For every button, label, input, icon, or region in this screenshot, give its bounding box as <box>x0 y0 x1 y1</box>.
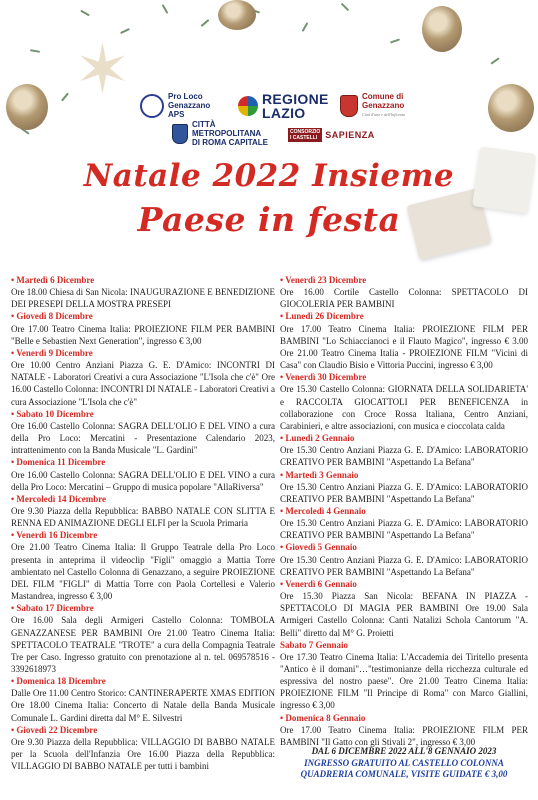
regione-lazio-logo: REGIONE LAZIO <box>238 92 329 120</box>
comune-genazzano-logo: Comune di Genazzano Città d'arte e dell'Infiorata <box>340 92 405 119</box>
event-date: • Martedì 3 Gennaio <box>280 469 359 480</box>
event-date: • Mercoledì 4 Gennaio <box>280 505 366 516</box>
event-date: • Venerdì 9 Dicembre <box>11 347 93 358</box>
event-date: • Lunedì 26 Dicembre <box>280 311 364 322</box>
star-decoration: ✶ <box>74 32 131 108</box>
regione-lazio-icon <box>238 96 258 116</box>
citta-metropolitana-crest-icon <box>172 124 188 144</box>
event-description: Ore 16.00 Castello Colonna: SAGRA DELL'OLIO E DEL VINO a cura della Pro Loco: Mercatini - Presentazione Calendario 2023, intrattenimento con la Banda Musicale "L. Gardini" <box>11 420 275 456</box>
footer-guided-visits: QUADRERIA COMUNALE, VISITE GUIDATE € 3,00 <box>300 769 508 779</box>
footer-info <box>280 746 528 781</box>
program-entry <box>11 724 275 773</box>
event-date: • Domenica 11 Dicembre <box>11 457 106 468</box>
event-description: Ore 15.30 Centro Anziani Piazza G. E. D'Amico: LABORATORIO CREATIVO PER BAMBINI "Aspettando La Befana" <box>280 445 528 468</box>
event-date: • Venerdì 16 Dicembre <box>11 530 98 541</box>
event-description: Ore 16.00 Sala degli Armigeri Castello Colonna: TOMBOLA GENAZZANESE PER BAMBINI Ore 21.00 Teatro Cinema Italia: SPETTACOLO TEATRALE "TROTE" a cura della Compagnia Teatrale Tre per Caso. Ingresso gratuito con prenotazione al n. tel. 069578516 - 3392618973 <box>11 615 275 674</box>
event-date: • Domenica 18 Dicembre <box>11 676 106 687</box>
program-entry <box>280 639 528 712</box>
program-entry <box>11 493 275 529</box>
program-entry <box>11 310 275 346</box>
program-column-left <box>11 274 275 772</box>
program-entry <box>280 310 528 371</box>
sapienza-logo: CONSORZIO I CASTELLI SAPIENZA <box>290 129 375 141</box>
footer-dates: DAL 6 DICEMBRE 2022 ALL'8 GENNAIO 2023 <box>311 746 497 756</box>
event-description: Ore 16.00 Cortile Castello Colonna: SPETTACOLO DI GIOCOLERIA PER BAMBINI <box>280 287 528 310</box>
program-entry <box>11 347 275 408</box>
event-date: • Giovedì 8 Dicembre <box>11 311 93 322</box>
event-date: • Martedì 6 Dicembre <box>11 275 95 285</box>
pinecone-decoration <box>6 84 48 130</box>
event-date: • Venerdì 30 Dicembre <box>280 372 367 383</box>
program-entry <box>280 712 528 748</box>
pro-loco-logo: Pro Loco Genazzano APS <box>140 92 210 119</box>
program-entry <box>280 432 528 468</box>
event-description: Ore 9.30 Piazza della Repubblica: VILLAGGIO DI BABBO NATALE per la Scuola dell'Infanzia Ore 16.00 Piazza della Repubblica: VILLAGGIO DI BABBO NATALE per tutti i bambini <box>11 736 275 772</box>
program-entry <box>280 469 528 505</box>
program-entry <box>280 371 528 432</box>
program-entry <box>280 541 528 577</box>
program-entry <box>280 578 528 639</box>
event-date: • Lunedì 2 Gennaio <box>280 433 355 444</box>
program-entry <box>11 529 275 602</box>
event-description: Dalle Ore 11.00 Centro Storico: CANTINERAPERTE XMAS EDITION Ore 18.00 Cinema Italia: Concerto di Natale della Banda Musicale Comunale L. Gardini diretta dal M° E. Silvestri <box>11 688 275 723</box>
event-description: Ore 16.00 Castello Colonna: SAGRA DELL'OLIO E DEL VINO a cura della Pro Loco: Mercatini – Gruppo di musica popolare "AllaRiversa" <box>11 469 275 492</box>
event-date: • Venerdì 6 Gennaio <box>280 578 357 589</box>
event-date: • Venerdì 23 Dicembre <box>280 275 367 285</box>
program-entry <box>11 408 275 457</box>
footer-free-entry: INGRESSO GRATUITO AL CASTELLO COLONNA <box>304 757 504 768</box>
poster-title: Natale 2022 Insieme <box>83 158 455 194</box>
event-description: Ore 17.30 Teatro Cinema Italia: L'Accademia dei Tiritello presenta "Antico è il domani"…"testimonianze della ricchezza culturale ed espressiva del nostro paese". Ore 21.00 Teatro Cinema Italia: PROIEZIONE FILM "Il Principe di Roma" con Marco Giallini, ingresso € 3,00 <box>280 651 528 711</box>
program-entry <box>11 675 275 724</box>
pro-loco-seal-icon <box>140 94 164 118</box>
program-column-right <box>280 274 528 748</box>
pinecone-decoration <box>422 6 462 52</box>
pinecone-decoration <box>488 84 534 132</box>
event-description: Ore 15.30 Centro Anziani Piazza G. E. D'Amico: LABORATORIO CREATIVO PER BAMBINI "Aspettando La Befana" <box>280 554 528 577</box>
event-date: • Mercoledì 14 Dicembre <box>11 493 107 504</box>
event-description: Ore 21.00 Teatro Cinema Italia: Il Gruppo Teatrale della Pro Loco presenta in anteprima il videoclip "Figli" omaggio a Mattia Torre ambientato nel Castello Colonna di Genazzano, a seguire PROIEZIONE DEL FILM "FIGLI" di Mattia Torre con Paola Cortellesi e Valerio Mastandrea, ingresso € 3,00 <box>11 542 275 602</box>
event-description: Ore 10.00 Centro Anziani Piazza G. E. D'Amico: INCONTRI DI NATALE - Laboratori Creativi a cura Associazione "L'Isola che c'è" Ore 16.00 Castello Colonna: INCONTRI DI NATALE - Laboratori Creativi a cura Associazione "L'Isola che c'è" <box>11 360 275 407</box>
event-description: Ore 15.30 Castello Colonna: GIORNATA DELLA SOLIDARIETA' e RACCOLTA GIOCATTOLI PER BENEFICENZA in collaborazione con Croce Rossa Italiana, Centro Anziani, Carabinieri, e altre associazioni, con musica e cioccolata calda <box>280 384 528 431</box>
event-date: • Domenica 8 Gennaio <box>280 712 366 723</box>
citta-metropolitana-logo: CITTÀ METROPOLITANA DI ROMA CAPITALE <box>172 120 268 147</box>
event-description: Ore 9.30 Piazza della Repubblica: BABBO NATALE CON SLITTA E RENNA ED ANIMAZIONE DEGLI ELFI per la Scuola Primaria <box>11 505 275 529</box>
poster-subtitle: Paese in festa <box>137 200 401 239</box>
event-date: • Giovedì 22 Dicembre <box>11 724 98 735</box>
event-description: Ore 17.00 Teatro Cinema Italia: PROIEZIONE FILM PER BAMBINI "Lo Schiaccianoci e il Flauto Magico", ingresso € 3.00 Ore 21.00 Teatro Cinema Italia - PROIEZIONE FILM "Vicini di Casa" con Claudio Bisio e Vittoria Puccini, ingresso € 3,00 <box>280 323 528 371</box>
program-entry <box>11 274 275 310</box>
event-description: Ore 17.00 Teatro Cinema Italia: PROIEZIONE FILM PER BAMBINI "Belle e Sebastien Next Generation", ingresso € 3,00 <box>11 323 275 346</box>
pinecone-decoration <box>218 0 256 30</box>
event-description: Ore 15.30 Centro Anziani Piazza G. E. D'Amico: LABORATORIO CREATIVO PER BAMBINI "Aspettando La Befana" <box>280 518 528 541</box>
event-description: Ore 18.00 Chiesa di San Nicola: INAUGURAZIONE E BENEDIZIONE DEI PRESEPI DELLA MOSTRA PRESEPI <box>11 287 275 310</box>
program-entry <box>280 274 528 310</box>
program-entry <box>11 456 275 492</box>
consorzio-box: CONSORZIO I CASTELLI <box>290 129 321 141</box>
comune-crest-icon <box>340 95 358 117</box>
sponsor-logos <box>140 88 460 152</box>
event-date: Sabato 7 Gennaio <box>280 639 349 650</box>
program-entry <box>11 602 275 675</box>
event-date: • Sabato 10 Dicembre <box>11 408 94 419</box>
program-entry <box>280 505 528 541</box>
event-description: Ore 15.30 Piazza San Nicola: BEFANA IN PIAZZA - SPETTACOLO DI MAGIA PER BAMBINI Ore 19.00 Sala Armigeri Castello Colonna: Canti Natalizi Schola Cantorum "A. Belli" diretto dal M° G. Proietti <box>280 591 528 638</box>
event-description: Ore 17.00 Teatro Cinema Italia: PROIEZIONE FILM PER BAMBINI "Il Gatto con gli Stivali 2", ingresso € 3,00 <box>280 724 528 747</box>
event-date: • Sabato 17 Dicembre <box>11 603 94 614</box>
event-description: Ore 15.30 Centro Anziani Piazza G. E. D'Amico: LABORATORIO CREATIVO PER BAMBINI "Aspettando La Befana" <box>280 481 528 504</box>
event-date: • Giovedì 5 Gennaio <box>280 542 357 553</box>
